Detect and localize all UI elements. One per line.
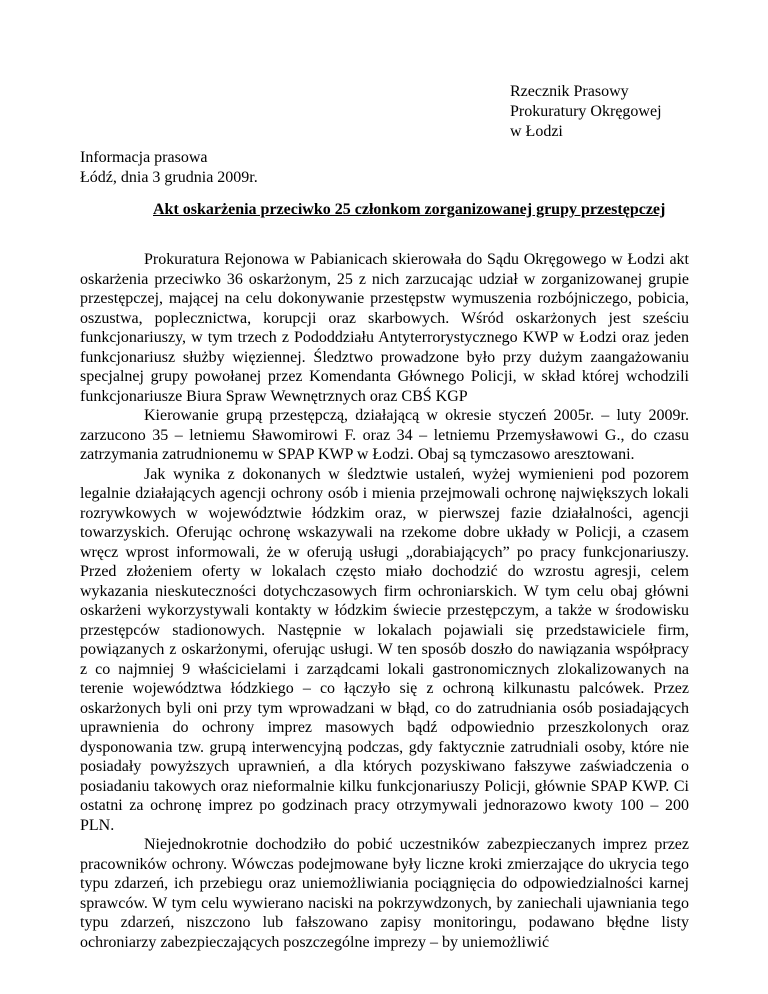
document-info xyxy=(80,148,258,188)
paragraph: Prokuratura Rejonowa w Pabianicach skierowała do Sądu Okręgowego w Łodzi akt oskarżenia przeciwko 36 oskarżonym, 25 z nich zarzucając udział w zorganizowanej grupie przestępczej, mającej na celu dokonywanie przestępstw wymuszenia rozbójniczego, pobicia, oszustwa, poplecznictwa, korupcji oraz skarbowych. Wśród oskarżonych jest sześciu funkcjonariuszy, w tym trzech z Pododdziału Antyterrorystycznego KWP w Łodzi oraz jeden funkcjonariusz służby więziennej. Śledztwo prowadzone było przy dużym zaangażowaniu specjalnej grupy powołanej przez Komendanta Głównego Policji, w skład której wchodzili funkcjonariusze Biura Spraw Wewnętrznych oraz CBŚ KGP xyxy=(80,251,689,405)
paragraph: Jak wynika z dokonanych w śledztwie ustaleń, wyżej wymienieni pod pozorem legalnie działających agencji ochrony osób i mienia przejmowali ochronę największych lokali rozrywkowych w województwie łódzkim oraz, w pierwszej fazie działalności, agencji towarzyskich. Oferując ochronę wskazywali na rzekome dobre układy w Policji, a czasem wręcz wprost informowali, że w oferują usługi „dorabiających” po pracy funkcjonariuszy. Przed złożeniem oferty w lokalach często miało dochodzić do wzrostu agresji, celem wykazania nieskuteczności dotychczasowych firm ochroniarskich. W tym celu obaj główni oskarżeni wykorzystywali kontakty w łódzkim świecie przestępczym, a także w środowisku przestępców stadionowych. Następnie w lokalach pojawiali się przedstawiciele firm, powiązanych z oskarżonymi, oferując usługi. W ten sposób doszło do nawiązania współpracy z co najmniej 9 właścicielami i zarządcami lokali gastronomicznych zlokalizowanych na terenie województwa łódzkiego – co łączyło się z ochroną kilkunastu palcówek. Przez oskarżonych byli oni przy tym wprowadzani w błąd, co do zatrudniania osób posiadających uprawnienia do ochrony imprez masowych bądź odpowiednio przeszkolonych oraz dysponowania tzw. grupą interwencyjną podczas, gdy faktycznie zatrudniali osoby, które nie posiadały powyższych uprawnień, a dla których pozyskiwano fałszywe zaświadczenia o posiadaniu takowych oraz nieformalnie kilku funkcjonariuszy Policji, głównie SPAP KWP. Ci ostatni za ochronę imprez po godzinach pracy otrzymywali jednorazowo kwoty 100 – 200 PLN. xyxy=(80,465,689,834)
sender-line-1: Rzecznik Prasowy xyxy=(510,83,629,100)
sender-line-3: w Łodzi xyxy=(510,123,563,140)
document-date: Łódź, dnia 3 grudnia 2009r. xyxy=(80,169,258,186)
paragraph: Niejednokrotnie dochodziło do pobić uczestników zabezpieczanych imprez przez pracowników ochrony. Wówczas podejmowane były liczne kroki zmierzające do ukrycia tego typu zdarzeń, ich przebiegu oraz uniemożliwiania pociągnięcia do odpowiedzialności karnej sprawców. W tym celu wywierano naciski na pokrzywdzonych, by zaniechali ujawniania tego typu zdarzeń, niszczono lub fałszowano zapisy monitoringu, podawano błędne listy ochroniarzy zabezpieczających poszczególne imprezy – by uniemożliwić xyxy=(80,836,689,951)
paragraph: Kierowanie grupą przestępczą, działającą w okresie styczeń 2005r. – luty 2009r. zarzucono 35 – letniemu Sławomirowi F. oraz 34 – letniemu Przemysławowi G., do czasu zatrzymania zatrudnionemu w SPAP KWP w Łodzi. Obaj są tymczasowo aresztowani. xyxy=(80,407,689,463)
document-body xyxy=(80,250,689,952)
sender-line-2: Prokuratury Okręgowej xyxy=(510,103,662,120)
document-type: Informacja prasowa xyxy=(80,149,208,166)
sender-block xyxy=(510,82,662,142)
document-title: Akt oskarżenia przeciwko 25 członkom zorganizowanej grupy przestępczej xyxy=(153,201,666,218)
